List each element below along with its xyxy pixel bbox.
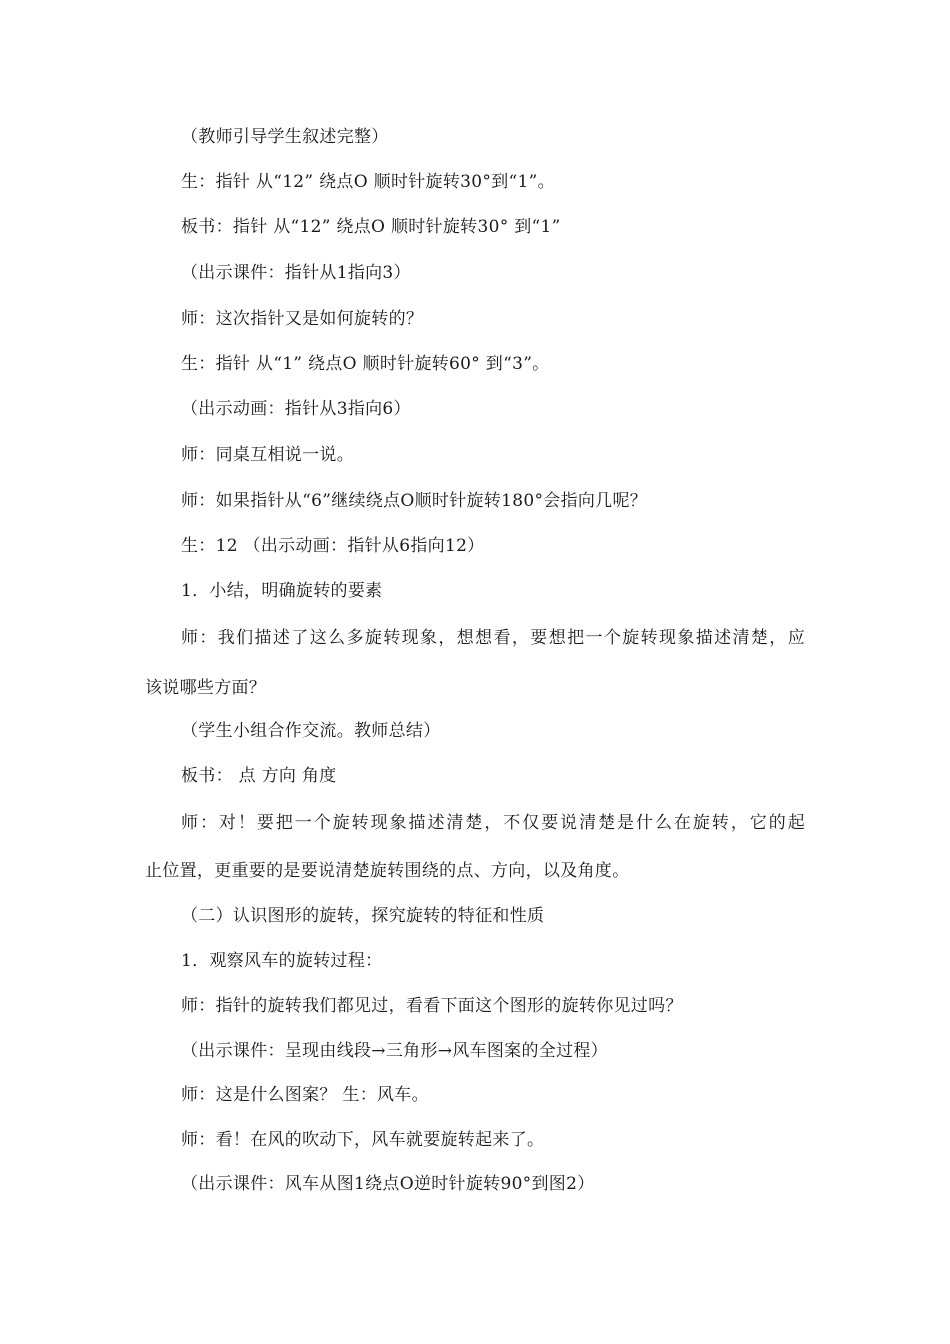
paragraph-teacher-question-1: 师：这次指针又是如何旋转的？ bbox=[181, 309, 424, 329]
paragraph-teacher-summary-line1: 师：对！要把一个旋转现象描述清楚，不仅要说清楚是什么在旋转，它的起 bbox=[181, 813, 805, 833]
paragraph-teacher-question-2: 师：如果指针从“6”继续绕点O顺时针旋转180°会指向几呢？ bbox=[181, 491, 648, 511]
section-heading-windmill: 1．观察风车的旋转过程： bbox=[181, 951, 383, 971]
paragraph-teacher-question-4: 师：指针的旋转我们都见过，看看下面这个图形的旋转你见过吗？ bbox=[181, 996, 683, 1016]
paragraph-group-discussion: （学生小组合作交流。教师总结） bbox=[181, 721, 441, 741]
section-heading-summary: 1．小结，明确旋转的要素 bbox=[181, 581, 383, 601]
paragraph-teacher-summary-line2: 止位置，更重要的是要说清楚旋转围绕的点、方向，以及角度。 bbox=[145, 861, 630, 881]
paragraph-animation-1: （出示动画：指针从3指向6） bbox=[181, 399, 411, 419]
paragraph-board-note-1: 板书：指针 从“12” 绕点O 顺时针旋转30° 到“1” bbox=[181, 217, 561, 237]
paragraph-student-answer-3: 生：12 （出示动画：指针从6指向12） bbox=[181, 536, 485, 556]
paragraph-courseware-1: （出示课件：指针从1指向3） bbox=[181, 263, 411, 283]
paragraph-student-answer-2: 生：指针 从“1” 绕点O 顺时针旋转60° 到“3”。 bbox=[181, 354, 550, 374]
paragraph-courseware-2: （出示课件：呈现由线段→三角形→风车图案的全过程） bbox=[181, 1041, 608, 1061]
paragraph-teacher-question-3-line2: 该说哪些方面？ bbox=[145, 678, 267, 698]
section-heading-part-two: （二）认识图形的旋转，探究旋转的特征和性质 bbox=[181, 906, 545, 926]
paragraph-teacher-instruction: 师：同桌互相说一说。 bbox=[181, 445, 354, 465]
paragraph-teacher-question-3-line1: 师：我们描述了这么多旋转现象，想想看，要想把一个旋转现象描述清楚，应 bbox=[181, 628, 805, 648]
paragraph-dialogue-windmill: 师：这是什么图案？ 生：风车。 bbox=[181, 1085, 429, 1105]
paragraph-teacher-guides: （教师引导学生叙述完整） bbox=[181, 127, 389, 147]
paragraph-teacher-windmill-rotation: 师：看！在风的吹动下，风车就要旋转起来了。 bbox=[181, 1130, 545, 1150]
paragraph-student-answer-1: 生：指针 从“12” 绕点O 顺时针旋转30°到“1”。 bbox=[181, 172, 555, 192]
paragraph-board-note-2: 板书： 点 方向 角度 bbox=[181, 766, 337, 786]
paragraph-courseware-3: （出示课件：风车从图1绕点O逆时针旋转90°到图2） bbox=[181, 1174, 595, 1194]
